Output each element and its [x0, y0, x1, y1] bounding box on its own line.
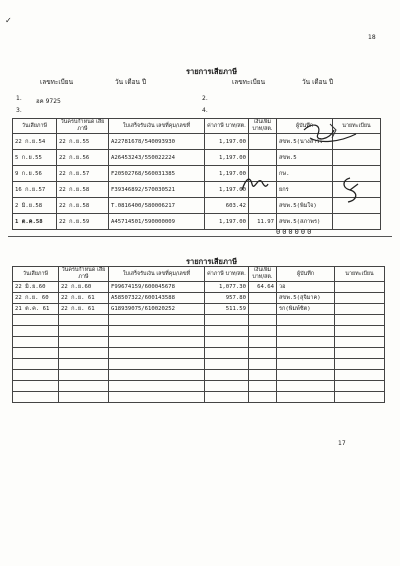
recorder — [277, 370, 335, 381]
table-row — [13, 359, 385, 370]
tax-date: 22 มิ.ย.60 — [13, 282, 59, 293]
tax-amount — [205, 359, 249, 370]
header-registrar: นายทะเบียน — [333, 119, 381, 134]
header-tax-amount: ค่าภาษี บาท/สต. — [205, 267, 249, 282]
tax-date: 9 ก.ย.56 — [13, 166, 57, 182]
registrar — [335, 370, 385, 381]
tax-date: 2 มิ.ย.58 — [13, 198, 57, 214]
tax-amount: 1,197.00 — [205, 214, 249, 230]
receipt-number — [109, 381, 205, 392]
registrar — [335, 348, 385, 359]
table-row — [13, 392, 385, 403]
table-row — [13, 166, 381, 182]
surcharge — [249, 293, 277, 304]
due-date: 22 ก.ย.57 — [57, 166, 109, 182]
surcharge — [249, 359, 277, 370]
tax-amount — [205, 348, 249, 359]
recorder — [277, 326, 335, 337]
tax-amount: 511.59 — [205, 304, 249, 315]
registrar — [335, 326, 385, 337]
registrar — [335, 381, 385, 392]
page-number-top: 18 — [368, 34, 376, 41]
section2-title: รายการเสียภาษี — [186, 257, 238, 266]
registrar — [335, 315, 385, 326]
tax-date — [13, 315, 59, 326]
due-date — [59, 337, 109, 348]
receipt-number — [109, 337, 205, 348]
section1-title: รายการเสียภาษี — [186, 67, 238, 76]
tax-date: 22 ก.ย.54 — [13, 134, 57, 150]
header-surcharge: เงินเพิ่ม บาท/สต. — [249, 267, 277, 282]
due-date: 22 ก.ย.55 — [57, 134, 109, 150]
recorder — [277, 359, 335, 370]
header-due-date: วันครบกำหนด เสียภาษี — [57, 119, 109, 134]
header-recorder: ผู้บันทึก — [277, 119, 333, 134]
surcharge — [249, 134, 277, 150]
surcharge — [249, 315, 277, 326]
line-4-label: 4. — [202, 107, 208, 114]
table-row — [13, 370, 385, 381]
surcharge — [249, 348, 277, 359]
registrar — [335, 359, 385, 370]
due-date — [59, 392, 109, 403]
header-surcharge: เงินเพิ่ม บาท/สต. — [249, 119, 277, 134]
surcharge — [249, 337, 277, 348]
surcharge — [249, 150, 277, 166]
line-3-label: 3. — [16, 107, 22, 114]
date-label-left: วัน เดือน ปี — [115, 78, 147, 86]
registrar — [335, 293, 385, 304]
registrar — [335, 282, 385, 293]
tax-amount: 1,077.30 — [205, 282, 249, 293]
tax-amount — [205, 315, 249, 326]
stamp-marks: 000000 — [276, 228, 314, 236]
page-number-bottom: 17 — [338, 440, 346, 447]
table-row — [13, 337, 385, 348]
header-receipt: ใบเสร็จรับเงิน เลขที่คุม/เลขที่ — [109, 119, 205, 134]
tax-date: 16 ก.ย.57 — [13, 182, 57, 198]
surcharge — [249, 326, 277, 337]
receipt-number: A26453243/550022224 — [109, 150, 205, 166]
recorder: กษ. — [277, 166, 333, 182]
receipt-number — [109, 315, 205, 326]
table-row — [13, 304, 385, 315]
receipt-number: A22781678/540093930 — [109, 134, 205, 150]
tax-date — [13, 326, 59, 337]
signature-icon — [240, 172, 270, 196]
tax-amount — [205, 381, 249, 392]
due-date — [59, 370, 109, 381]
header-receipt: ใบเสร็จรับเงิน เลขที่คุม/เลขที่ — [109, 267, 205, 282]
due-date — [59, 326, 109, 337]
tax-amount — [205, 326, 249, 337]
stamp-signature-icon — [300, 120, 360, 156]
table-row — [13, 198, 381, 214]
receipt-number — [109, 370, 205, 381]
tax-amount: 1,197.00 — [205, 134, 249, 150]
tax-date — [13, 381, 59, 392]
receipt-number — [109, 359, 205, 370]
due-date: 22 ก.ย.59 — [57, 214, 109, 230]
tax-date: 21 ต.ค. 61 — [13, 304, 59, 315]
registrar — [335, 392, 385, 403]
date-label-right: วัน เดือน ปี — [302, 78, 334, 86]
tax-amount: 957.80 — [205, 293, 249, 304]
tax-date — [13, 392, 59, 403]
tax-amount — [205, 370, 249, 381]
table-row — [13, 214, 381, 230]
receipt-number: T.0816400/580006217 — [109, 198, 205, 214]
tax-table-2 — [12, 266, 385, 403]
surcharge: 64.64 — [249, 282, 277, 293]
due-date: 22 ก.ย. 61 — [59, 304, 109, 315]
section-divider — [8, 236, 392, 237]
recorder: สขพ.5(สุจิมาค) — [277, 293, 335, 304]
tax-amount: 1,197.00 — [205, 150, 249, 166]
registrar — [333, 214, 381, 230]
tax-amount: 1,197.00 — [205, 182, 249, 198]
surcharge — [249, 370, 277, 381]
tax-date — [13, 359, 59, 370]
due-date — [59, 315, 109, 326]
table-row — [13, 282, 385, 293]
receipt-number — [109, 392, 205, 403]
recorder: วอ — [277, 282, 335, 293]
table-row — [13, 315, 385, 326]
recorder: สขพ.5(พิมใจ) — [277, 198, 333, 214]
header-tax-date: วันเสียภาษี — [13, 119, 57, 134]
reg-label-left: เลขทะเบียน — [40, 78, 74, 86]
tax-amount: 603.42 — [205, 198, 249, 214]
line-2-label: 2. — [202, 95, 208, 102]
receipt-number: F99674159/600045678 — [109, 282, 205, 293]
line-1-label: 1. — [16, 95, 22, 102]
recorder — [277, 337, 335, 348]
surcharge — [249, 392, 277, 403]
table-row — [13, 293, 385, 304]
due-date: 22 ก.ย.58 — [57, 182, 109, 198]
table-row — [13, 348, 385, 359]
recorder — [277, 381, 335, 392]
due-date: 22 ก.ย.58 — [57, 198, 109, 214]
reg-label-right: เลขทะเบียน — [232, 78, 266, 86]
tax-date: 5 ก.ย.55 — [13, 150, 57, 166]
table-header — [13, 267, 385, 282]
recorder — [277, 315, 335, 326]
surcharge — [249, 198, 277, 214]
surcharge: 11.97 — [249, 214, 277, 230]
due-date: 22 ก.ย.56 — [57, 150, 109, 166]
signature-icon — [338, 176, 362, 204]
header-due-date: วันครบกำหนด เสียภาษี — [59, 267, 109, 282]
tax-date: 22 ก.ย. 60 — [13, 293, 59, 304]
line-1-value: ฮค 9725 — [36, 98, 61, 105]
receipt-number: A45714501/590000009 — [109, 214, 205, 230]
recorder: รก(พิมพ์ชิต) — [277, 304, 335, 315]
header-recorder: ผู้บันทึก — [277, 267, 335, 282]
tax-amount — [205, 392, 249, 403]
receipt-number — [109, 348, 205, 359]
recorder — [277, 348, 335, 359]
table-row — [13, 326, 385, 337]
receipt-number: F20502768/560031385 — [109, 166, 205, 182]
recorder — [277, 392, 335, 403]
recorder: สขพ.5(สภาพร) — [277, 214, 333, 230]
table-row — [13, 381, 385, 392]
recorder: สขพ.5 — [277, 150, 333, 166]
header-registrar: นายทะเบียน — [335, 267, 385, 282]
due-date — [59, 359, 109, 370]
receipt-number: A58507322/600143588 — [109, 293, 205, 304]
header-tax-amount: ค่าภาษี บาท/สต. — [205, 119, 249, 134]
due-date — [59, 381, 109, 392]
tax-amount — [205, 337, 249, 348]
scan-mark-icon: ✓ — [5, 16, 12, 25]
header-tax-date: วันเสียภาษี — [13, 267, 59, 282]
receipt-number — [109, 326, 205, 337]
tax-date — [13, 348, 59, 359]
table-row — [13, 182, 381, 198]
recorder: สขพ.5(นางสาวไ — [277, 134, 333, 150]
surcharge — [249, 381, 277, 392]
tax-amount: 1,197.00 — [205, 166, 249, 182]
registrar — [335, 304, 385, 315]
due-date: 22 ก.ย.60 — [59, 282, 109, 293]
registrar — [335, 337, 385, 348]
tax-date — [13, 337, 59, 348]
receipt-number: F39346892/570030521 — [109, 182, 205, 198]
due-date: 22 ก.ย. 61 — [59, 293, 109, 304]
receipt-number: G18939075/610020252 — [109, 304, 205, 315]
recorder: ยกร — [277, 182, 333, 198]
surcharge — [249, 304, 277, 315]
tax-date: 1 ต.ค.58 — [13, 214, 57, 230]
tax-date — [13, 370, 59, 381]
due-date — [59, 348, 109, 359]
